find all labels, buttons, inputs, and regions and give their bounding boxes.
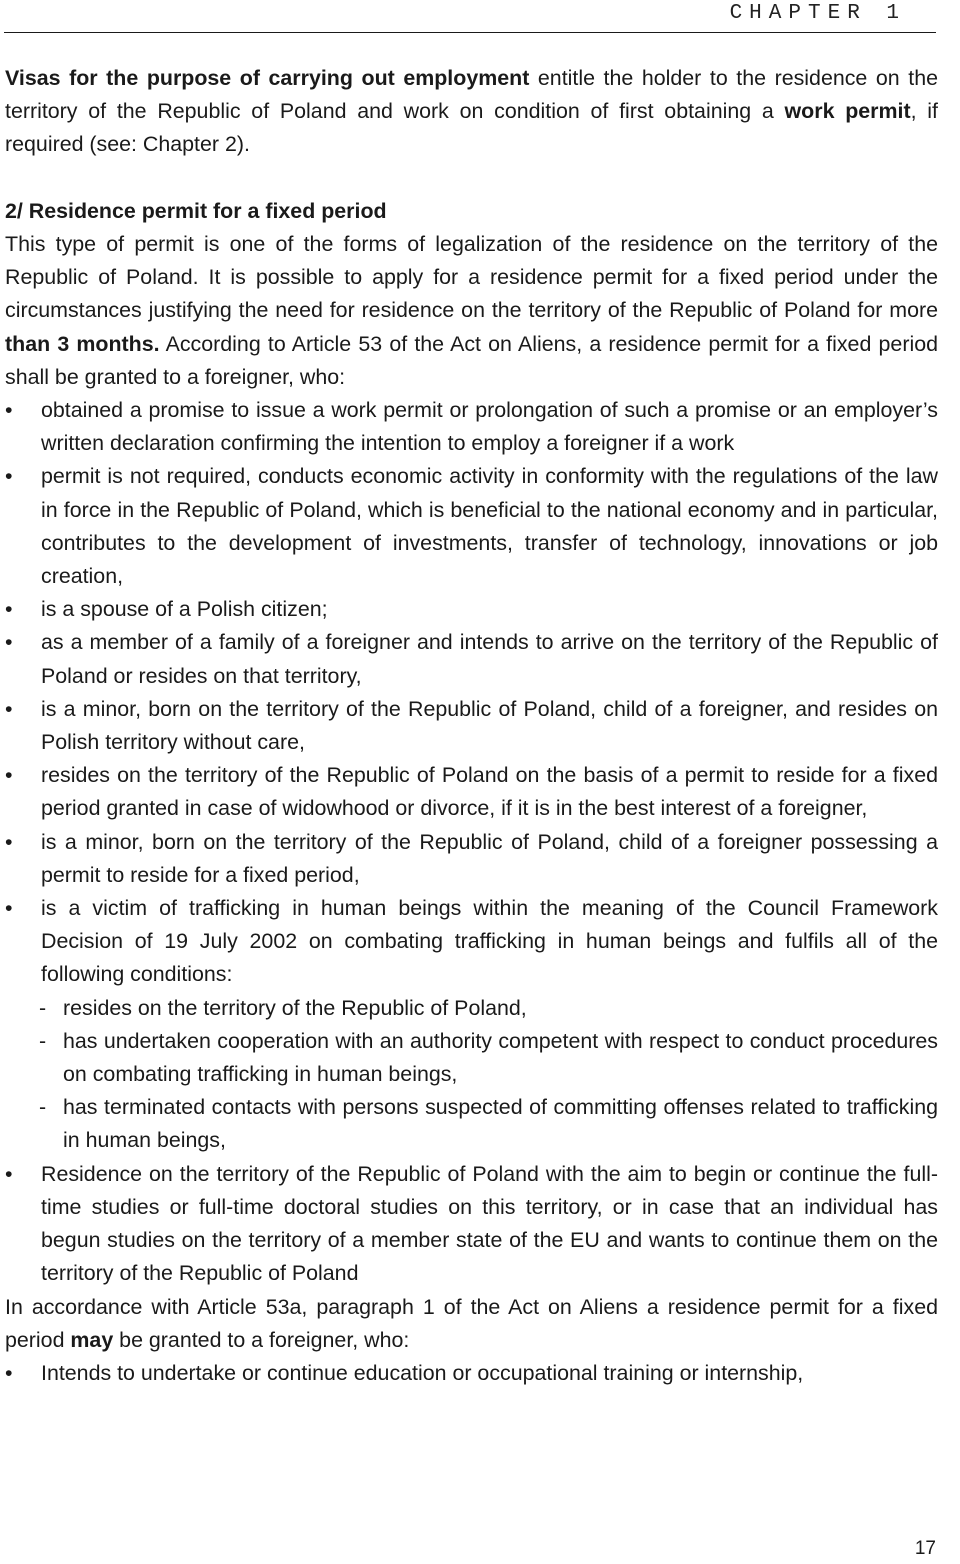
page-number: 17 [914, 1538, 936, 1559]
page-content [5, 62, 938, 1390]
intro-text-1: entitle the holder to the residence on the territory of the Republic of Poland and work on condition of first obtaining a [5, 66, 938, 124]
section-paragraph [5, 228, 938, 394]
article-bold-may: may [70, 1327, 114, 1352]
intro-text-2: , if required (see: Chapter 2). [5, 99, 938, 157]
list-item-text: is a spouse of a Polish citizen; [41, 597, 328, 622]
chapter-label: CHAPTER 1 [729, 2, 906, 25]
article-text-1: In accordance with Article 53a, paragraph 1 of the Act on Aliens a residence permit for a fixed period [5, 1294, 938, 1352]
sub-list-item [5, 992, 938, 1025]
sub-list-item-text: has terminated contacts with persons suspected of committing offenses related to trafficking in human beings, [63, 1095, 938, 1153]
list-item-text: as a member of a family of a foreigner and intends to arrive on the territory of the Republic of Poland or resides on that territory, [41, 630, 938, 688]
article-53a-paragraph [5, 1291, 938, 1357]
bullet-icon: • [5, 398, 13, 423]
bullet-icon: • [5, 763, 13, 788]
list-item [5, 394, 938, 460]
sub-list-item [5, 1025, 938, 1091]
list-item [5, 1357, 938, 1390]
sub-list-item-text: resides on the territory of the Republic of Poland, [63, 995, 527, 1020]
bullet-icon: • [5, 597, 13, 622]
list-item [5, 460, 938, 593]
list-item-text: is a minor, born on the territory of the Republic of Poland, child of a foreigner, and resides on Polish territory without care, [41, 696, 938, 755]
conditions-list [5, 394, 938, 992]
list-item [5, 826, 938, 892]
intro-bold-visas: Visas for the purpose of carrying out employment [5, 66, 530, 90]
list-item-text: resides on the territory of the Republic of Poland on the basis of a permit to reside for a fixed period granted in case of widowhood or divorce, if it is in the best interest of a foreigner, [41, 763, 938, 821]
intro-paragraph [5, 62, 938, 162]
bullet-icon: • [5, 896, 13, 921]
page-header [4, 0, 936, 33]
optional-conditions-list [5, 1357, 938, 1390]
paragraph-gap [5, 162, 938, 195]
section-bold-months: than 3 months. [5, 331, 160, 356]
section-text-1: This type of permit is one of the forms of legalization of the residence on the territory of the Republic of Poland. It is possible to apply for a residence permit for a fixed period under the circumstances justifying the need for residence on the territory of the Republic of Poland for more [5, 232, 938, 323]
list-item [5, 593, 938, 626]
list-item [5, 693, 938, 759]
dash-icon: - [39, 995, 47, 1020]
bullet-icon: • [5, 630, 13, 655]
bullet-icon: • [5, 829, 13, 854]
bullet-icon: • [5, 464, 13, 489]
list-item [5, 892, 938, 992]
list-item [5, 626, 938, 692]
bullet-icon: • [5, 696, 13, 721]
bullet-icon: • [5, 1360, 13, 1385]
dash-icon: - [39, 1095, 47, 1120]
list-item-text: Residence on the territory of the Republic of Poland with the aim to begin or continue the full-time studies or full-time doctoral studies on this territory, or in case that an individual has begun studies on the territory of a member state of the EU and wants to continue them on the territory of the Republic of Poland [41, 1161, 938, 1286]
sub-list-item-text: has undertaken cooperation with an authority competent with respect to conduct procedures on combating trafficking in human beings, [63, 1028, 938, 1087]
list-item [5, 1158, 938, 1291]
conditions-list-continued [5, 1158, 938, 1291]
bullet-icon: • [5, 1161, 13, 1186]
article-text-2: be granted to a foreigner, who: [113, 1327, 410, 1352]
sub-list-item [5, 1091, 938, 1157]
list-item-text: is a minor, born on the territory of the Republic of Poland, child of a foreigner possessing a permit to reside for a fixed period, [41, 829, 938, 887]
section-heading: 2/ Residence permit for a fixed period [5, 198, 387, 223]
dash-icon: - [39, 1028, 47, 1053]
section-text-2: According to Article 53 of the Act on Aliens, a residence permit for a fixed period shall be granted to a foreigner, who: [5, 331, 938, 389]
list-item-text: permit is not required, conducts economic activity in conformity with the regulations of the law in force in the Republic of Poland, which is beneficial to the national economy and in particular, contributes to the development of investments, transfer of technology, innovations or job creation, [41, 464, 938, 589]
list-item-text: is a victim of trafficking in human beings within the meaning of the Council Framework Decision of 19 July 2002 on combating trafficking in human beings and fulfils all of the following conditions: [41, 896, 938, 987]
list-item-text: obtained a promise to issue a work permit or prolongation of such a promise or an employer’s written declaration confirming the intention to employ a foreigner if a work [41, 398, 938, 456]
list-item [5, 759, 938, 825]
trafficking-conditions-list [5, 992, 938, 1158]
list-item-text: Intends to undertake or continue education or occupational training or internship, [41, 1360, 804, 1385]
intro-bold-work-permit: work permit [784, 99, 911, 124]
